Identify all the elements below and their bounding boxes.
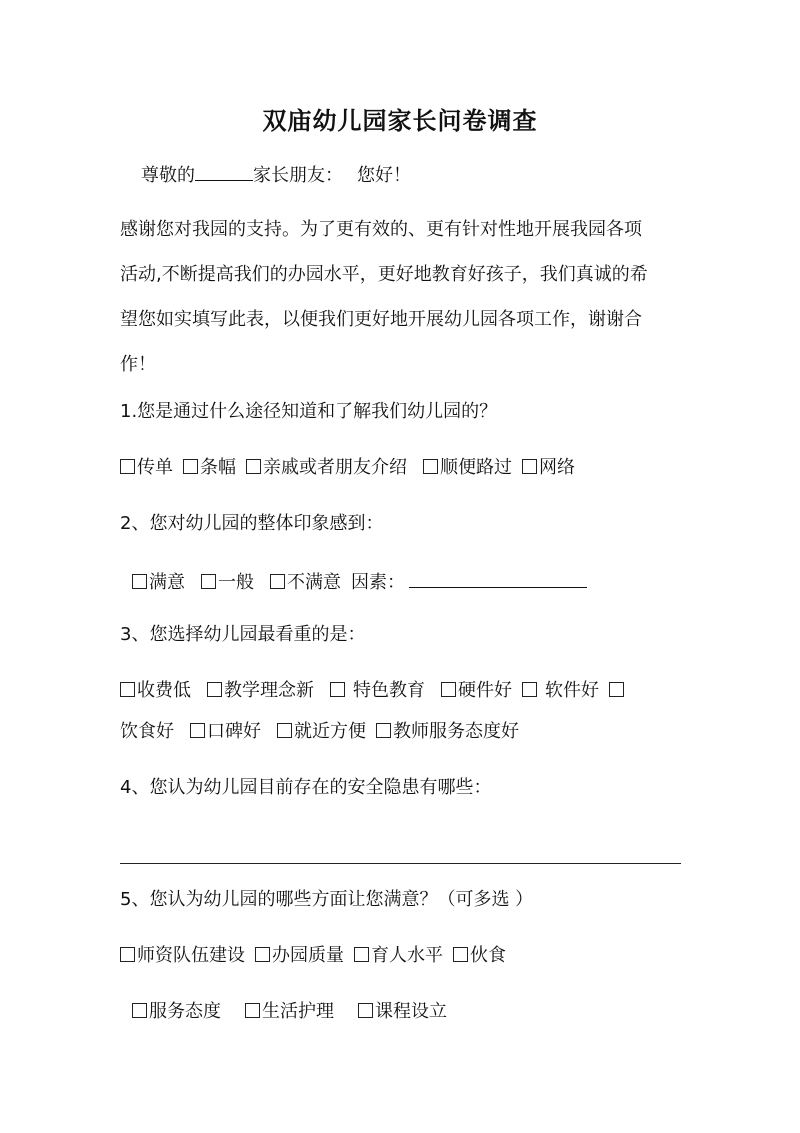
option-teacher-service[interactable]: 教师服务态度好 bbox=[376, 721, 519, 742]
checkbox-icon[interactable] bbox=[255, 947, 270, 962]
question-3-options-row-1 bbox=[120, 679, 626, 703]
checkbox-icon[interactable] bbox=[453, 947, 468, 962]
intro-line: 作！ bbox=[120, 354, 156, 375]
document-title: 双庙幼儿园家长问卷调查 bbox=[262, 106, 538, 135]
intro-line: 望您如实填写此表，以便我们更好地开展幼儿园各项工作，谢谢合 bbox=[120, 309, 642, 330]
option-meals[interactable]: 伙食 bbox=[453, 945, 506, 966]
checkbox-icon[interactable] bbox=[358, 1003, 373, 1018]
option-internet[interactable]: 网络 bbox=[522, 457, 575, 478]
question-5-options-row-1 bbox=[120, 944, 516, 968]
checkbox-icon[interactable] bbox=[207, 682, 222, 697]
intro-line: 感谢您对我园的支持。为了更有效的、更有针对性地开展我园各项 bbox=[120, 219, 642, 240]
option-flyer[interactable]: 传单 bbox=[120, 457, 173, 478]
greeting-prefix: 尊敬的 bbox=[141, 165, 195, 186]
reason-label: 因素： bbox=[351, 572, 405, 593]
checkbox-icon[interactable] bbox=[376, 723, 391, 738]
checkbox-icon[interactable] bbox=[423, 459, 438, 474]
question-2: 2、您对幼儿园的整体印象感到： bbox=[120, 513, 384, 534]
question-1: 1.您是通过什么途径知道和了解我们幼儿园的？ bbox=[120, 401, 498, 422]
option-special-education[interactable]: 特色教育 bbox=[330, 680, 425, 701]
option-good-hardware[interactable]: 硬件好 bbox=[441, 680, 512, 701]
greeting-suffix: 家长朋友： bbox=[253, 165, 343, 186]
option-life-care[interactable]: 生活护理 bbox=[245, 1001, 334, 1022]
option-banner[interactable]: 条幅 bbox=[183, 457, 236, 478]
checkbox-icon[interactable] bbox=[201, 574, 216, 589]
checkbox-icon[interactable] bbox=[120, 682, 135, 697]
option-education-level[interactable]: 育人水平 bbox=[354, 945, 443, 966]
checkbox-icon[interactable] bbox=[183, 459, 198, 474]
checkbox-icon[interactable] bbox=[190, 723, 205, 738]
option-unsatisfied[interactable]: 不满意 bbox=[270, 572, 341, 593]
option-relatives-friends[interactable]: 亲戚或者朋友介绍 bbox=[246, 457, 407, 478]
question-2-options bbox=[132, 567, 587, 595]
reason-blank[interactable] bbox=[409, 567, 587, 588]
question-1-options bbox=[120, 456, 585, 480]
checkbox-icon[interactable] bbox=[354, 947, 369, 962]
intro-line: 活动,不断提高我们的办园水平，更好地教育好孩子，我们真诚的希 bbox=[120, 264, 648, 285]
question-3: 3、您选择幼儿园最看重的是： bbox=[120, 624, 366, 645]
checkbox-icon[interactable] bbox=[120, 459, 135, 474]
checkbox-icon[interactable] bbox=[330, 682, 345, 697]
checkbox-icon[interactable] bbox=[522, 459, 537, 474]
question-5: 5、您认为幼儿园的哪些方面让您满意？（可多选 ） bbox=[120, 889, 534, 910]
option-new-teaching-concept[interactable]: 教学理念新 bbox=[207, 680, 314, 701]
option-good-software[interactable]: 软件好 bbox=[522, 680, 599, 701]
greeting-line bbox=[141, 162, 411, 188]
checkbox-icon[interactable] bbox=[522, 682, 537, 697]
checkbox-icon[interactable] bbox=[609, 682, 624, 697]
option-good-food[interactable]: 饮食好 bbox=[120, 721, 174, 742]
question-5-options-row-2 bbox=[132, 1000, 457, 1024]
option-nearby[interactable]: 就近方便 bbox=[277, 721, 366, 742]
checkbox-icon[interactable] bbox=[277, 723, 292, 738]
parent-name-blank[interactable] bbox=[195, 162, 253, 181]
checkbox-icon[interactable] bbox=[132, 574, 147, 589]
checkbox-icon[interactable] bbox=[245, 1003, 260, 1018]
option-passing-by[interactable]: 顺便路过 bbox=[423, 457, 512, 478]
option-good-reputation[interactable]: 口碑好 bbox=[190, 721, 261, 742]
option-school-quality[interactable]: 办园质量 bbox=[255, 945, 344, 966]
checkbox-icon[interactable] bbox=[270, 574, 285, 589]
option-teaching-staff[interactable]: 师资队伍建设 bbox=[120, 945, 245, 966]
checkbox-icon[interactable] bbox=[441, 682, 456, 697]
checkbox-icon[interactable] bbox=[120, 947, 135, 962]
checkbox-icon[interactable] bbox=[132, 1003, 147, 1018]
greeting-hello: 您好！ bbox=[357, 165, 411, 186]
intro-paragraph bbox=[120, 207, 685, 387]
option-satisfied[interactable]: 满意 bbox=[132, 572, 185, 593]
checkbox-icon[interactable] bbox=[246, 459, 261, 474]
question-4: 4、您认为幼儿园目前存在的安全隐患有哪些： bbox=[120, 777, 492, 798]
option-curriculum[interactable]: 课程设立 bbox=[358, 1001, 447, 1022]
option-average[interactable]: 一般 bbox=[201, 572, 254, 593]
question-3-options-row-2 bbox=[120, 720, 529, 744]
option-low-fee[interactable]: 收费低 bbox=[120, 680, 191, 701]
option-service-attitude[interactable]: 服务态度 bbox=[132, 1001, 221, 1022]
answer-line[interactable] bbox=[120, 863, 681, 864]
